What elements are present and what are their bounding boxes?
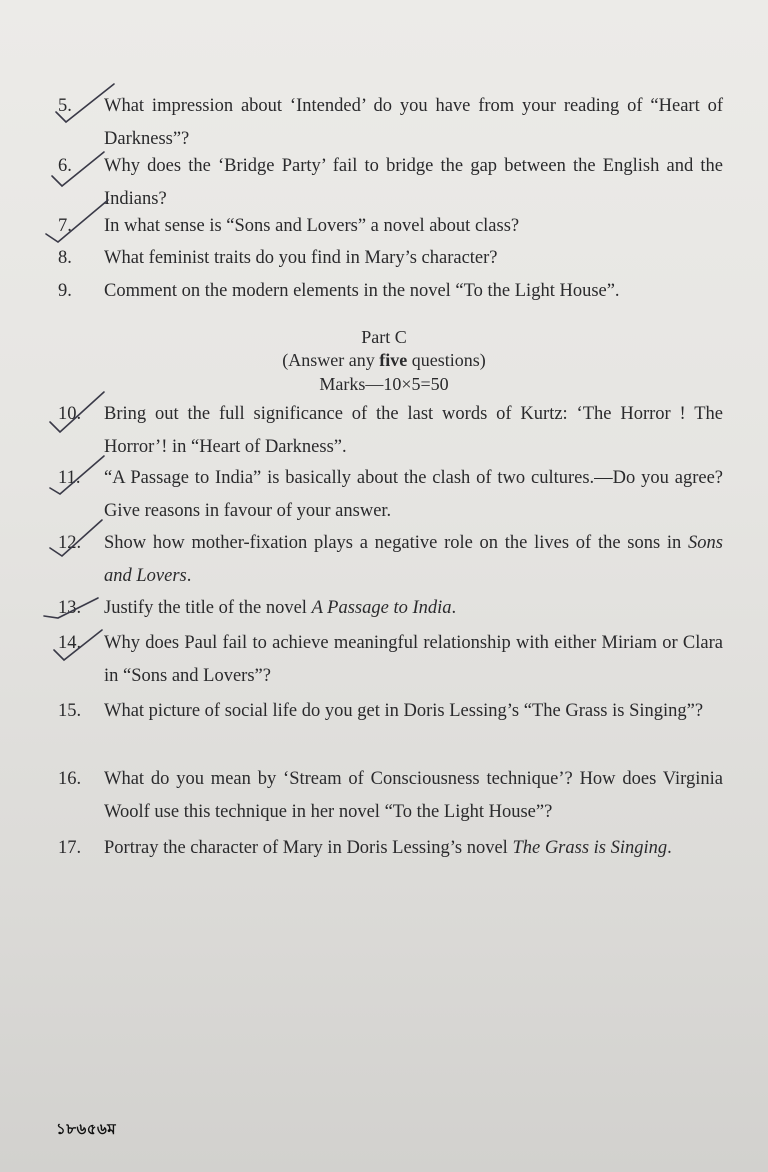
question-13 (58, 592, 723, 625)
question-6 (58, 150, 723, 216)
question-text: What feminist traits do you find in Mary’s character? (104, 248, 498, 268)
question-text: Why does Paul fail to achieve meaningful relationship with either Miriam or Clara in “Sons and Lovers”? (104, 633, 723, 686)
part-c-title: Part C (361, 327, 407, 347)
question-text: In what sense is “Sons and Lovers” a novel about class? (104, 216, 520, 236)
question-11 (58, 462, 723, 528)
question-number: 9. (58, 281, 72, 301)
question-number: 11. (58, 468, 81, 488)
question-text: Bring out the full significance of the last words of Kurtz: ‘The Horror ! The Horror’! in “Heart of Darkness”. (104, 404, 723, 457)
question-number: 10. (58, 404, 82, 424)
question-text: What do you mean by ‘Stream of Consciousness technique’? How does Virginia Woolf use this technique in her novel “To the Light House”? (104, 769, 723, 822)
question-number: 7. (58, 216, 72, 236)
question-9 (58, 275, 723, 308)
question-number: 8. (58, 248, 72, 268)
question-16 (58, 763, 723, 829)
question-15 (58, 695, 723, 728)
question-7 (58, 210, 723, 243)
question-number: 15. (58, 701, 82, 721)
question-text: Show how mother-fixation plays a negative role on the lives of the sons in Sons and Lovers. (104, 533, 723, 586)
question-number: 6. (58, 156, 72, 176)
question-text: What picture of social life do you get in Doris Lessing’s “The Grass is Singing”? (104, 701, 704, 721)
footer-code: ১৮৬৫৬ম (56, 1120, 117, 1138)
question-number: 13. (58, 598, 82, 618)
question-text: What impression about ‘Intended’ do you have from your reading of “Heart of Darkness”? (104, 96, 723, 149)
question-number: 14. (58, 633, 82, 653)
part-c-marks: Marks—10×5=50 (319, 374, 449, 394)
question-14 (58, 627, 723, 693)
question-number: 5. (58, 96, 72, 116)
question-5 (58, 90, 723, 156)
question-text: Comment on the modern elements in the novel “To the Light House”. (104, 281, 620, 301)
question-number: 16. (58, 769, 82, 789)
question-17 (58, 832, 723, 865)
question-text: Justify the title of the novel A Passage to India. (104, 598, 457, 618)
question-text: “A Passage to India” is basically about the clash of two cultures.—Do you agree? Give reasons in favour of your answer. (104, 468, 723, 521)
question-text: Portray the character of Mary in Doris Lessing’s novel The Grass is Singing. (104, 838, 672, 858)
question-12 (58, 527, 723, 593)
question-number: 17. (58, 838, 82, 858)
part-c-instruction: (Answer any five questions) (282, 350, 486, 370)
question-number: 12. (58, 533, 82, 553)
question-text: Why does the ‘Bridge Party’ fail to bridge the gap between the English and the Indians? (104, 156, 723, 209)
question-8 (58, 242, 723, 275)
question-10 (58, 398, 723, 464)
